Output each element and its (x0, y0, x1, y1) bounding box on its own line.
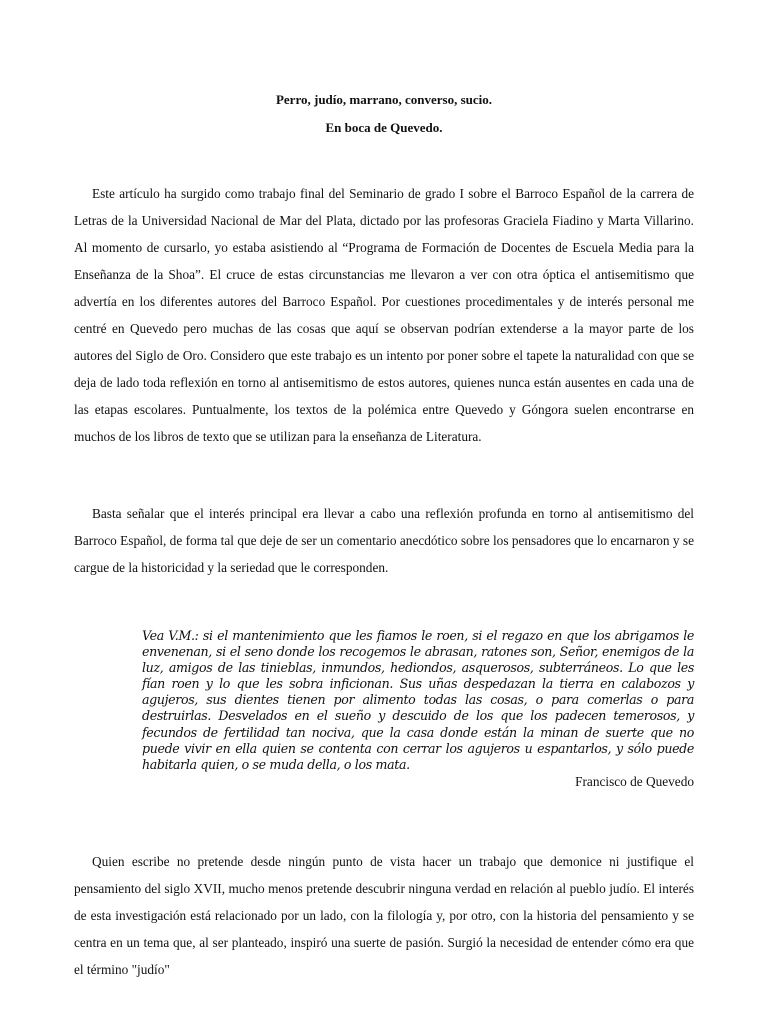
paragraph-disclaimer: Quien escribe no pretende desde ningún punto de vista hacer un trabajo que demonice ni justifique el pensamiento del siglo XVII, mucho menos pretende descubrir ninguna verdad en relación al pueblo judío. El interés de esta investigación está relacionado por un lado, con la filología y, por otro, con la historia del pensamiento y se centra en un tema que, al ser planteado, inspiró una suerte de pasión. Surgió la necesidad de entender cómo era que el término "judío" (74, 854, 694, 977)
document-title: Perro, judío, marrano, converso, sucio. (275, 92, 493, 107)
paragraph-intro: Este artículo ha surgido como trabajo final del Seminario de grado I sobre el Barroco Español de la carrera de Letras de la Universidad Nacional de Mar del Plata, dictado por las profesoras Graciela Fiadino y Marta Villarino. Al momento de cursarlo, yo estaba asistiendo al “Programa de Formación de Docentes de Escuela Media para la Enseñanza de la Shoa”. El cruce de estas circunstancias me llevaron a ver con otra óptica el antisemitismo que advertía en los diferentes autores del Barroco Español. Por cuestiones procedimentales y de interés personal me centré en Quevedo pero muchas de las cosas que aquí se observan podrían extenderse a la mayor parte de los autores del Siglo de Oro. Considero que este trabajo es un intento por poner sobre el tapete la naturalidad con que se deja de lado toda reflexión en torno al antisemitismo de estos autores, quienes nunca están ausentes en cada una de las etapas escolares. Puntualmente, los textos de la polémica entre Quevedo y Góngora suelen encontrarse en muchos de los libros de texto que se utilizan para la enseñanza de Literatura. (74, 186, 694, 444)
quote-attribution: Francisco de Quevedo (575, 774, 694, 789)
paragraph-purpose: Basta señalar que el interés principal era llevar a cabo una reflexión profunda en torno al antisemitismo del Barroco Español, de forma tal que deje de ser un comentario anecdótico sobre los pensadores que lo encarnaron y se cargue de la historicidad y la seriedad que le corresponden. (74, 506, 694, 575)
document-subtitle: En boca de Quevedo. (325, 120, 443, 135)
block-quote: Vea V.M.: si el mantenimiento que les fiamos le roen, si el regazo en que los abrigamos le envenenan, si el seno donde los recogemos le abrasan, ratones son, Señor, enemigos de la luz, amigos de las tinieblas, inmundos, hediondos, asquerosos, subterráneos. Lo que les fían roen y lo que les sobra inficionan. Sus uñas despedazan la tierra en calabozos y agujeros, sus dientes tienen por alimento todas las cosas, o para comerlas o para destruirlas. Desvelados en el sueño y descuido de los que los padecen temerosos, y fecundos de fertilidad tan nociva, que la casa donde están la minan de suerte que no puede vivir en ella quien se contenta con cerrar los agujeros u espantarlos, y sólo puede habitarla quien, o se muda della, o los mata. (142, 628, 694, 772)
